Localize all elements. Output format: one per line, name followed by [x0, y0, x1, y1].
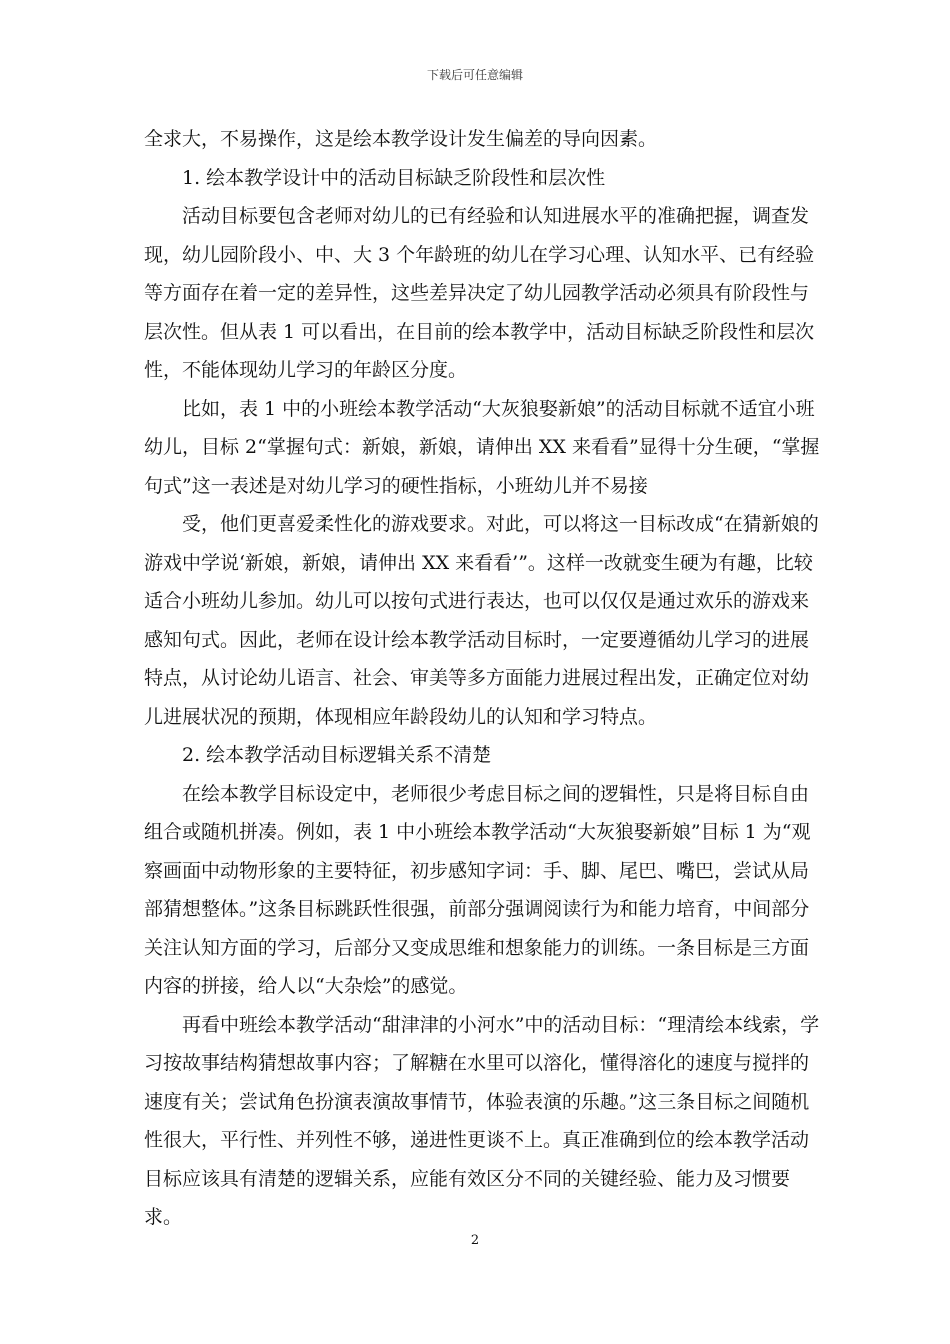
- body-paragraph: 受，他们更喜爱柔性化的游戏要求。对此，可以将这一目标改成“在猜新娘的游戏中学说‘新娘，新娘，请伸出 XX 来看看’”。这样一改就变生硬为有趣，比较适合小班幼儿参加。幼儿可以按句式进行表达，也可以仅仅是通过欢乐的游戏来感知句式。因此，老师在设计绘本教学活动目标时，一定要遵循幼儿学习的进展特点，从讨论幼儿语言、社会、审美等多方面能力进展过程出发，正确定位对幼儿进展状况的预期，体现相应年龄段幼儿的认知和学习特点。: [144, 513, 819, 728]
- body-paragraph: 比如，表 1 中的小班绘本教学活动“大灰狼娶新娘”的活动目标就不适宜小班幼儿，目标 2“掌握句式：新娘，新娘，请伸出 XX 来看看”显得十分生硬，“掌握句式”这一表述是对幼儿学习的硬性指标，小班幼儿并不易接: [144, 397, 820, 497]
- section-heading-1: 1. 绘本教学设计中的活动目标缺乏阶段性和层次性: [182, 166, 606, 189]
- page-header: 下载后可任意编辑: [426, 68, 523, 82]
- body-paragraph: 活动目标要包含老师对幼儿的已有经验和认知进展水平的准确把握，调查发现，幼儿园阶段小、中、大 3 个年龄班的幼儿在学习心理、认知水平、已有经验等方面存在着一定的差异性，这些差异决定了幼儿园教学活动必须具有阶段性与层次性。但从表 1 可以看出，在目前的绘本教学中，活动目标缺乏阶段性和层次性，不能体现幼儿学习的年龄区分度。: [144, 205, 815, 381]
- page-number: 2: [470, 1233, 480, 1248]
- document-body: [144, 120, 824, 1237]
- body-paragraph: 在绘本教学目标设定中，老师很少考虑目标之间的逻辑性，只是将目标自由组合或随机拼凑。例如，表 1 中小班绘本教学活动“大灰狼娶新娘”目标 1 为“观察画面中动物形象的主要特征，初步感知字词：手、脚、尾巴、嘴巴，尝试从局部猜想整体。”这条目标跳跃性很强，前部分强调阅读行为和能力培育，中间部分关注认知方面的学习，后部分又变成思维和想象能力的训练。一条目标是三方面内容的拼接，给人以“大杂烩”的感觉。: [144, 782, 811, 997]
- section-heading-2: 2. 绘本教学活动目标逻辑关系不清楚: [182, 744, 492, 766]
- body-paragraph: 全求大，不易操作，这是绘本教学设计发生偏差的导向因素。: [144, 128, 658, 150]
- body-paragraph: 再看中班绘本教学活动“甜津津的小河水”中的活动目标：“理清绘本线索，学习按故事结构猜想故事内容；了解糖在水里可以溶化，懂得溶化的速度与搅拌的速度有关；尝试角色扮演表演故事情节，体验表演的乐趣。”这三条目标之间随机性很大，平行性、并列性不够，递进性更谈不上。真正准确到位的绘本教学活动目标应该具有清楚的逻辑关系，应能有效区分不同的关键经验、能力及习惯要求。: [144, 1013, 820, 1228]
